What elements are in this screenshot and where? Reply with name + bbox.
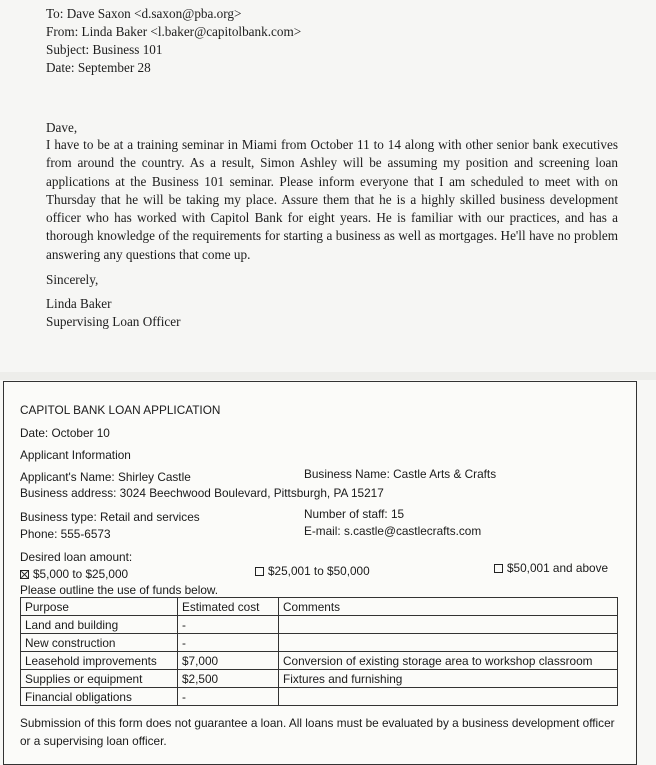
email-section xyxy=(0,0,656,372)
form-disclaimer: Submission of this form does not guarantee a loan. All loans must be evaluated by a business development officer or a supervising loan officer. xyxy=(20,716,615,748)
email-from: From: Linda Baker <l.baker@capitolbank.com> xyxy=(46,24,302,39)
table-cell: - xyxy=(178,634,279,652)
email-subject: Subject: Business 101 xyxy=(46,42,163,57)
email-signer-title: Supervising Loan Officer xyxy=(46,314,181,329)
table-cell xyxy=(279,688,618,706)
table-header-row xyxy=(21,598,618,616)
email-signer-name: Linda Baker xyxy=(46,296,112,311)
email-body: I have to be at a training seminar in Miami from October 11 to 14 along with other senior bank executives from around the country. As a result, Simon Ashley will be assuming my position and screening loan applications at the Business 101 seminar. Please inform everyone that I am scheduled to meet with on Thursday that he will be taking my place. Assure them that he is a highly skilled business development officer who has worked with Capitol Bank for eight years. He is familiar with our practices, and has a thorough knowledge of the requirements for starting a business as well as mortgages. He'll have no problem answering any questions that come up. xyxy=(46,137,618,262)
loan-option-high[interactable] xyxy=(494,561,608,575)
table-cell: $7,000 xyxy=(178,652,279,670)
outline-prompt: Please outline the use of funds below. xyxy=(20,583,219,597)
table-cell: Land and building xyxy=(21,616,178,634)
table-row xyxy=(21,688,618,706)
applicant-name: Applicant's Name: Shirley Castle xyxy=(20,470,191,484)
section-divider xyxy=(0,372,656,380)
loan-option-label: $25,001 to $50,000 xyxy=(268,564,370,578)
loan-amount-label: Desired loan amount: xyxy=(20,550,133,564)
loan-option-mid[interactable] xyxy=(255,564,370,578)
table-row xyxy=(21,652,618,670)
section-label: Applicant Information xyxy=(20,448,131,462)
table-cell xyxy=(279,634,618,652)
loan-option-low[interactable] xyxy=(20,567,128,581)
table-cell xyxy=(279,616,618,634)
loan-option-label: $50,001 and above xyxy=(507,561,609,575)
business-address: Business address: 3024 Beechwood Boulevard, Pittsburgh, PA 15217 xyxy=(20,486,384,500)
phone: Phone: 555-6573 xyxy=(20,527,111,541)
form-title: CAPITOL BANK LOAN APPLICATION xyxy=(20,403,221,417)
table-cell: Conversion of existing storage area to workshop classroom xyxy=(279,652,618,670)
table-cell: - xyxy=(178,616,279,634)
column-header: Comments xyxy=(279,598,618,616)
table-row xyxy=(21,634,618,652)
table-cell: $2,500 xyxy=(178,670,279,688)
business-name: Business Name: Castle Arts & Crafts xyxy=(304,467,497,481)
table-cell: Supplies or equipment xyxy=(21,670,178,688)
table-cell: - xyxy=(178,688,279,706)
email-salutation: Dave, xyxy=(46,120,78,135)
table-cell: Financial obligations xyxy=(21,688,178,706)
checkbox-icon[interactable] xyxy=(255,567,264,576)
table-cell: Leasehold improvements xyxy=(21,652,178,670)
column-header: Purpose xyxy=(21,598,178,616)
staff-count: Number of staff: 15 xyxy=(304,507,405,521)
business-type: Business type: Retail and services xyxy=(20,510,200,524)
form-date: Date: October 10 xyxy=(20,426,110,440)
table-row xyxy=(21,616,618,634)
use-of-funds-table xyxy=(20,597,618,706)
email-address: E-mail: s.castle@castlecrafts.com xyxy=(304,524,482,538)
checkbox-icon[interactable] xyxy=(494,564,503,573)
checkbox-checked-icon[interactable] xyxy=(20,570,29,579)
table-row xyxy=(21,670,618,688)
column-header: Estimated cost xyxy=(178,598,279,616)
email-date: Date: September 28 xyxy=(46,60,151,75)
loan-option-label: $5,000 to $25,000 xyxy=(33,567,129,581)
table-cell: New construction xyxy=(21,634,178,652)
loan-application-form xyxy=(3,381,637,765)
email-to: To: Dave Saxon <d.saxon@pba.org> xyxy=(46,6,242,21)
table-cell: Fixtures and furnishing xyxy=(279,670,618,688)
email-closing: Sincerely, xyxy=(46,272,99,287)
